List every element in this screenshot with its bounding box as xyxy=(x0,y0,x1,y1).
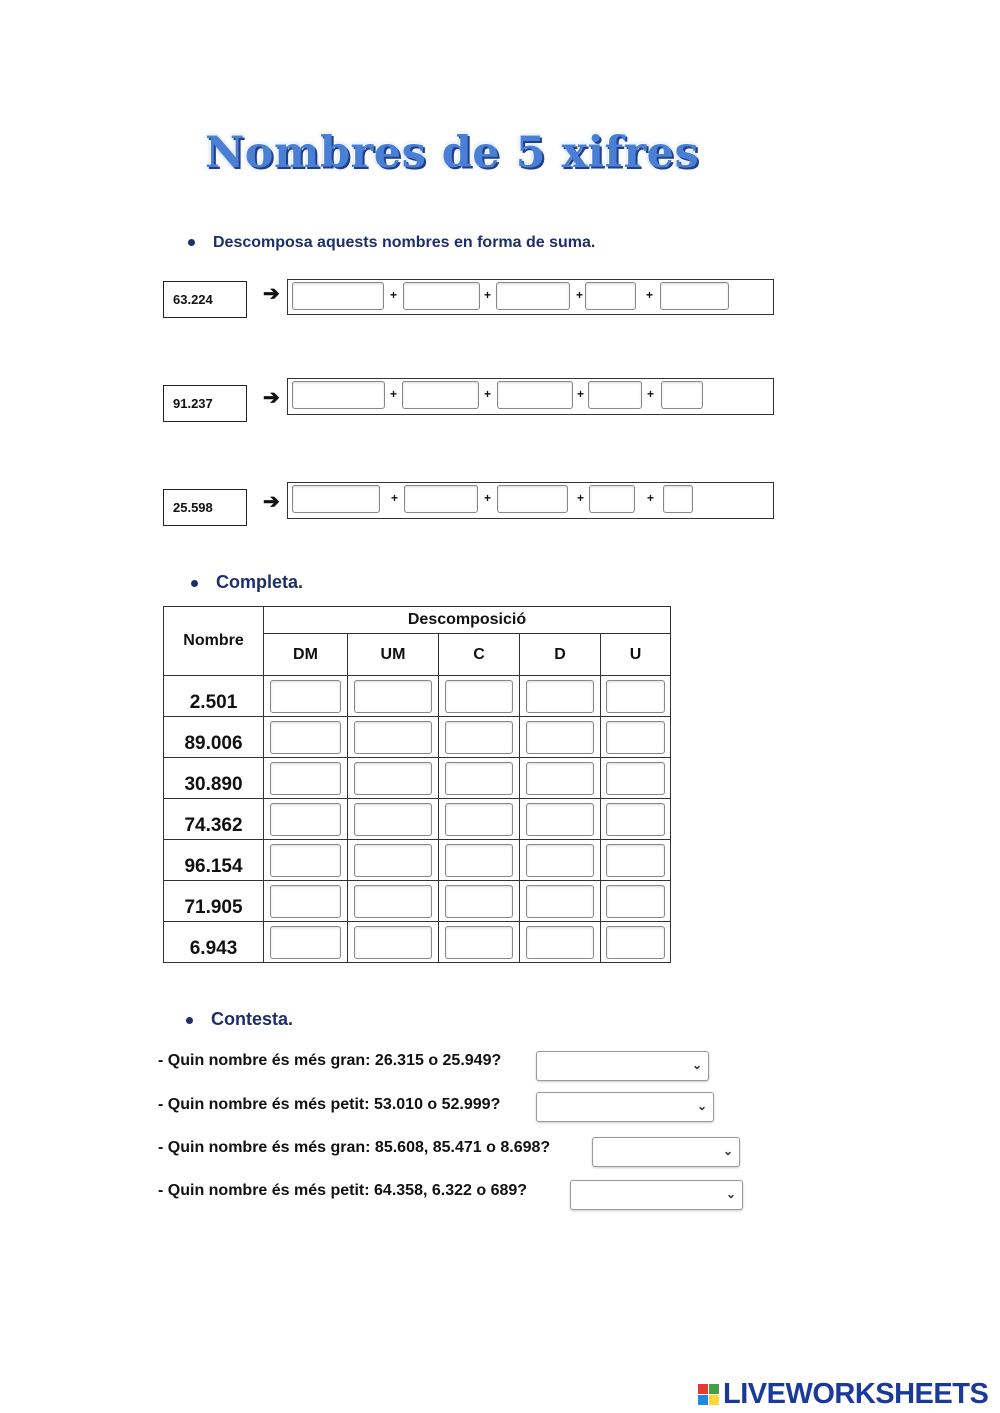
sum-input-um[interactable] xyxy=(403,282,480,310)
table-row xyxy=(164,840,671,881)
cell-c xyxy=(439,676,520,717)
chevron-down-icon: ⌄ xyxy=(696,1099,707,1113)
cell-d xyxy=(520,799,601,840)
cell-dm xyxy=(264,758,348,799)
header-um: UM xyxy=(348,634,439,676)
sum-input-d[interactable] xyxy=(585,282,636,310)
instruction-answer xyxy=(186,1009,293,1030)
cell-input[interactable] xyxy=(526,844,595,877)
question-text: - Quin nombre és més petit: 64.358, 6.322 o 689? xyxy=(158,1182,528,1199)
cell-input[interactable] xyxy=(270,803,341,836)
cell-input[interactable] xyxy=(606,844,665,877)
cell-input[interactable] xyxy=(606,885,665,918)
brand-name: LIVEWORKSHEETS xyxy=(723,1378,989,1410)
sum-input-c[interactable] xyxy=(497,485,568,513)
cell-um xyxy=(348,676,439,717)
question-text: - Quin nombre és més gran: 85.608, 85.471 o 8.698? xyxy=(158,1139,551,1156)
logo-square xyxy=(698,1384,708,1394)
cell-input[interactable] xyxy=(445,885,514,918)
row-number: 71.905 xyxy=(164,881,264,922)
cell-um xyxy=(348,922,439,963)
cell-input[interactable] xyxy=(526,680,595,713)
header-d: D xyxy=(520,634,601,676)
cell-input[interactable] xyxy=(445,926,514,959)
logo-icon xyxy=(698,1384,719,1405)
row-number: 30.890 xyxy=(164,758,264,799)
cell-input[interactable] xyxy=(354,885,431,918)
table-row xyxy=(164,676,671,717)
cell-um xyxy=(348,799,439,840)
plus-sign: + xyxy=(646,288,654,302)
plus-sign: + xyxy=(390,387,398,401)
bullet-icon xyxy=(188,239,195,246)
cell-input[interactable] xyxy=(354,721,431,754)
answer-select[interactable] xyxy=(536,1092,714,1122)
cell-input[interactable] xyxy=(354,844,431,877)
number-box: 25.598 xyxy=(163,489,247,526)
cell-input[interactable] xyxy=(606,721,665,754)
sum-input-dm[interactable] xyxy=(292,485,380,513)
cell-input[interactable] xyxy=(445,721,514,754)
row-number: 74.362 xyxy=(164,799,264,840)
cell-input[interactable] xyxy=(270,680,341,713)
header-c: C xyxy=(439,634,520,676)
cell-u xyxy=(601,881,671,922)
question-text: - Quin nombre és més gran: 26.315 o 25.949? xyxy=(158,1052,502,1069)
cell-input[interactable] xyxy=(606,803,665,836)
answer-select[interactable] xyxy=(592,1137,740,1167)
cell-d xyxy=(520,922,601,963)
cell-input[interactable] xyxy=(606,762,665,795)
cell-c xyxy=(439,717,520,758)
sum-input-c[interactable] xyxy=(497,381,573,409)
cell-c xyxy=(439,799,520,840)
row-number: 2.501 xyxy=(164,676,264,717)
cell-input[interactable] xyxy=(270,762,341,795)
question-text: - Quin nombre és més petit: 53.010 o 52.999? xyxy=(158,1096,501,1113)
cell-input[interactable] xyxy=(445,762,514,795)
row-number: 89.006 xyxy=(164,717,264,758)
sum-input-um[interactable] xyxy=(404,485,478,513)
cell-um xyxy=(348,881,439,922)
cell-dm xyxy=(264,881,348,922)
cell-input[interactable] xyxy=(526,803,595,836)
number-box: 63.224 xyxy=(163,281,247,318)
cell-c xyxy=(439,758,520,799)
instruction-complete xyxy=(191,572,303,593)
header-u: U xyxy=(601,634,671,676)
arrow-icon: ➔ xyxy=(263,387,280,409)
cell-input[interactable] xyxy=(526,762,595,795)
cell-u xyxy=(601,799,671,840)
cell-d xyxy=(520,717,601,758)
answer-select[interactable] xyxy=(570,1180,743,1210)
cell-input[interactable] xyxy=(526,885,595,918)
cell-dm xyxy=(264,799,348,840)
plus-sign: + xyxy=(484,491,492,505)
arrow-icon: ➔ xyxy=(263,491,280,513)
sum-input-c[interactable] xyxy=(496,282,570,310)
row-number: 96.154 xyxy=(164,840,264,881)
sum-input-d[interactable] xyxy=(588,381,642,409)
row-number: 6.943 xyxy=(164,922,264,963)
sum-input-um[interactable] xyxy=(402,381,479,409)
cell-dm xyxy=(264,717,348,758)
cell-input[interactable] xyxy=(606,926,665,959)
cell-input[interactable] xyxy=(445,844,514,877)
cell-input[interactable] xyxy=(354,680,431,713)
table-row xyxy=(164,922,671,963)
cell-input[interactable] xyxy=(445,680,514,713)
page-title: Nombres de 5 xifres xyxy=(205,128,700,178)
plus-sign: + xyxy=(647,491,655,505)
cell-u xyxy=(601,717,671,758)
chevron-down-icon: ⌄ xyxy=(691,1058,702,1072)
cell-u xyxy=(601,676,671,717)
table-row xyxy=(164,799,671,840)
instruction-complete-text: Completa. xyxy=(216,572,304,592)
header-number: Nombre xyxy=(164,607,264,676)
cell-u xyxy=(601,922,671,963)
cell-input[interactable] xyxy=(526,721,595,754)
logo-square xyxy=(698,1395,708,1405)
cell-input[interactable] xyxy=(606,680,665,713)
chevron-down-icon: ⌄ xyxy=(725,1187,736,1201)
plus-sign: + xyxy=(391,491,399,505)
table-row xyxy=(164,758,671,799)
cell-input[interactable] xyxy=(270,885,341,918)
cell-d xyxy=(520,676,601,717)
cell-input[interactable] xyxy=(354,803,431,836)
bullet-icon xyxy=(191,580,198,587)
plus-sign: + xyxy=(577,387,585,401)
instruction-decompose xyxy=(188,234,595,252)
logo-square xyxy=(709,1384,719,1394)
plus-sign: + xyxy=(390,288,398,302)
cell-um xyxy=(348,758,439,799)
cell-dm xyxy=(264,922,348,963)
cell-input[interactable] xyxy=(270,721,341,754)
table-row xyxy=(164,717,671,758)
cell-d xyxy=(520,840,601,881)
plus-sign: + xyxy=(576,288,584,302)
instruction-decompose-text: Descomposa aquests nombres en forma de suma. xyxy=(213,234,596,251)
cell-input[interactable] xyxy=(270,844,341,877)
cell-input[interactable] xyxy=(354,762,431,795)
header-decomposition: Descomposició xyxy=(264,607,671,634)
cell-d xyxy=(520,881,601,922)
cell-dm xyxy=(264,676,348,717)
sum-input-u[interactable] xyxy=(663,485,693,513)
cell-input[interactable] xyxy=(445,803,514,836)
cell-dm xyxy=(264,840,348,881)
cell-c xyxy=(439,840,520,881)
sum-input-d[interactable] xyxy=(589,485,635,513)
plus-sign: + xyxy=(484,288,492,302)
cell-c xyxy=(439,881,520,922)
liveworksheets-logo xyxy=(698,1378,988,1411)
sum-input-dm[interactable] xyxy=(292,381,385,409)
plus-sign: + xyxy=(484,387,492,401)
sum-input-u[interactable] xyxy=(661,381,703,409)
cell-input[interactable] xyxy=(526,926,595,959)
answer-select[interactable] xyxy=(536,1051,709,1081)
cell-um xyxy=(348,717,439,758)
arrow-icon: ➔ xyxy=(263,283,280,305)
cell-c xyxy=(439,922,520,963)
number-box: 91.237 xyxy=(163,385,247,422)
cell-u xyxy=(601,840,671,881)
instruction-answer-text: Contesta. xyxy=(211,1009,294,1029)
sum-input-dm[interactable] xyxy=(292,282,384,310)
cell-u xyxy=(601,758,671,799)
header-dm: DM xyxy=(264,634,348,676)
plus-sign: + xyxy=(647,387,655,401)
cell-d xyxy=(520,758,601,799)
decomposition-table xyxy=(163,606,671,963)
cell-input[interactable] xyxy=(270,926,341,959)
sum-input-u[interactable] xyxy=(660,282,729,310)
table-row xyxy=(164,881,671,922)
bullet-icon xyxy=(186,1017,193,1024)
plus-sign: + xyxy=(577,491,585,505)
cell-input[interactable] xyxy=(354,926,431,959)
logo-square xyxy=(709,1395,719,1405)
chevron-down-icon: ⌄ xyxy=(722,1144,733,1158)
cell-um xyxy=(348,840,439,881)
